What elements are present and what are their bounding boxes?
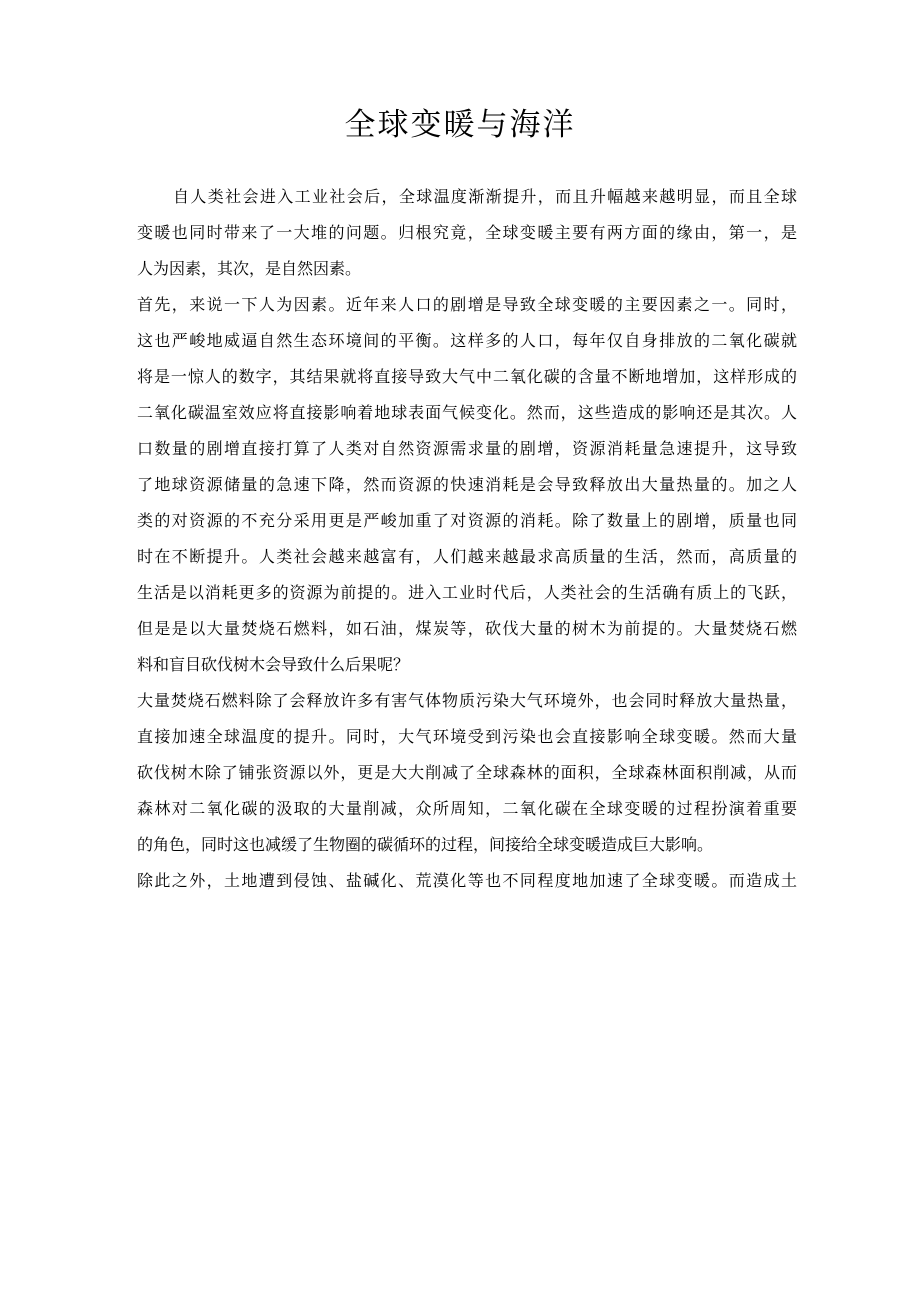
- text-line: 二氧化碳温室效应将直接影响着地球表面气候变化。然而，这些造成的影响还是其次。人: [137, 403, 797, 422]
- text-line: 变暖也同时带来了一大堆的问题。归根究竟，全球变暖主要有两方面的缘由，第一，是: [137, 223, 797, 242]
- text-line: 除此之外，土地遭到侵蚀、盐碱化、荒漠化等也不同程度地加速了全球变暖。而造成土: [137, 871, 797, 890]
- document-title: 全球变暖与海洋: [344, 107, 576, 143]
- text-line: 但是是以大量焚烧石燃料，如石油，煤炭等，砍伐大量的树木为前提的。大量焚烧石燃: [137, 619, 797, 638]
- text-line: 类的对资源的不充分采用更是严峻加重了对资源的消耗。除了数量上的剧增，质量也同: [137, 511, 797, 530]
- text-line: 首先，来说一下人为因素。近年来人口的剧增是导致全球变暖的主要因素之一。同时，: [137, 295, 797, 314]
- text-line: 的角色，同时这也减缓了生物圈的碳循环的过程，间接给全球变暖造成巨大影响。: [137, 835, 714, 854]
- text-line: 森林对二氧化碳的汲取的大量削减，众所周知，二氧化碳在全球变暖的过程扮演着重要: [137, 799, 797, 818]
- text-line: 将是一惊人的数字，其结果就将直接导致大气中二氧化碳的含量不断地增加，这样形成的: [137, 367, 797, 386]
- text-line: 直接加速全球温度的提升。同时，大气环境受到污染也会直接影响全球变暖。然而大量: [137, 727, 797, 746]
- text-line: 自人类社会进入工业社会后，全球温度渐渐提升，而且升幅越来越明显，而且全球: [173, 187, 797, 206]
- document-body: [137, 179, 797, 899]
- text-line: 了地球资源储量的急速下降，然而资源的快速消耗是会导致释放出大量热量的。加之人: [137, 475, 797, 494]
- text-line: 大量焚烧石燃料除了会释放许多有害气体物质污染大气环境外，也会同时释放大量热量，: [137, 691, 797, 710]
- text-line: 口数量的剧增直接打算了人类对自然资源需求量的剧增，资源消耗量急速提升，这导致: [137, 439, 797, 458]
- text-line: 时在不断提升。人类社会越来越富有，人们越来越最求高质量的生活，然而，高质量的: [137, 547, 797, 566]
- text-line: 这也严峻地威逼自然生态环境间的平衡。这样多的人口，每年仅自身排放的二氧化碳就: [137, 331, 797, 350]
- text-line: 人为因素，其次，是自然因素。: [137, 259, 362, 278]
- text-line: 料和盲目砍伐树木会导致什么后果呢？: [137, 655, 410, 674]
- text-line: 生活是以消耗更多的资源为前提的。进入工业时代后，人类社会的生活确有质上的飞跃，: [137, 583, 797, 602]
- text-line: 砍伐树木除了铺张资源以外，更是大大削减了全球森林的面积，全球森林面积削减，从而: [137, 763, 797, 782]
